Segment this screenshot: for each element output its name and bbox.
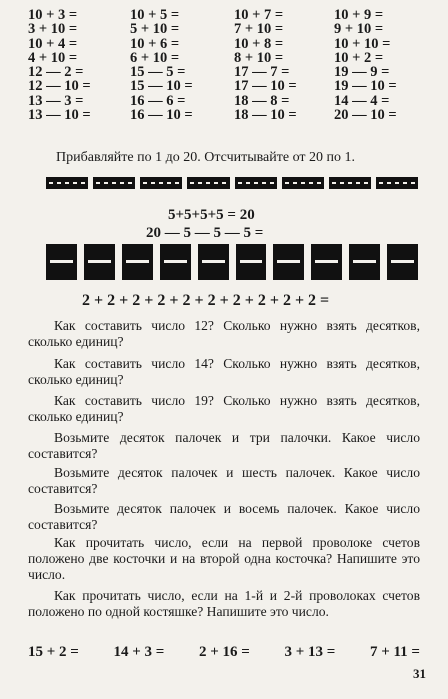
exercise-item: 10 + 2 = <box>334 49 384 66</box>
exercise-item: 3 + 13 = <box>284 644 336 660</box>
exercise-item: 14 — 4 = <box>334 92 390 109</box>
exercise-item: 18 — 10 = <box>234 107 297 124</box>
stick-bundle-strip <box>46 177 418 189</box>
exercise-item: 19 — 10 = <box>334 78 397 95</box>
exercise-item: 10 + 4 = <box>28 35 78 52</box>
domino-tile <box>46 244 77 280</box>
stick-bundle <box>46 177 88 189</box>
domino-tile <box>122 244 153 280</box>
question-8: Как прочитать число, если на 1-й и 2-й проволоках счетов положено по одной костяшке? Напишите это число. <box>28 588 420 620</box>
domino-tile <box>387 244 418 280</box>
exercise-column-1 <box>28 8 130 122</box>
exercise-item: 20 — 10 = <box>334 107 397 124</box>
question-2: Как составить число 14? Сколько нужно взять десятков, сколько единиц? <box>28 356 420 388</box>
subtraction-equation: 20 — 5 — 5 — 5 = <box>146 225 264 241</box>
exercise-item: 13 — 3 = <box>28 92 84 109</box>
exercise-item: 17 — 10 = <box>234 78 297 95</box>
exercise-item: 19 — 9 = <box>334 64 390 81</box>
domino-tile <box>160 244 191 280</box>
exercise-item: 4 + 10 = <box>28 49 78 66</box>
exercise-item: 16 — 10 = <box>130 107 193 124</box>
domino-tile <box>198 244 229 280</box>
bottom-exercises <box>28 644 420 661</box>
exercise-item: 18 — 8 = <box>234 92 290 109</box>
exercise-grid <box>28 8 420 122</box>
exercise-item: 8 + 10 = <box>234 49 284 66</box>
question-4: Возьмите десяток палочек и три палочки. Какое число составится? <box>28 430 420 462</box>
exercise-item: 10 + 8 = <box>234 35 284 52</box>
exercise-item: 15 + 2 = <box>28 644 79 660</box>
domino-tile <box>84 244 115 280</box>
exercise-item: 5 + 10 = <box>130 21 180 38</box>
exercise-item: 9 + 10 = <box>334 21 384 38</box>
addition-equation: 5+5+5+5 = 20 <box>168 207 255 223</box>
page-number: 31 <box>413 666 426 681</box>
exercise-item: 17 — 7 = <box>234 64 290 81</box>
stick-bundle <box>235 177 277 189</box>
exercise-item: 16 — 6 = <box>130 92 186 109</box>
question-6: Возьмите десяток палочек и восемь палочек. Какое число составится? <box>28 501 420 533</box>
exercise-item: 12 — 2 = <box>28 64 84 81</box>
question-7: Как прочитать число, если на первой проволоке счетов положено две косточки и на второй одна косточка? Напишите это число. <box>28 535 420 583</box>
exercise-item: 7 + 10 = <box>234 21 284 38</box>
exercise-item: 10 + 7 = <box>234 7 284 23</box>
exercise-column-4 <box>334 8 420 122</box>
stick-bundle <box>93 177 135 189</box>
question-5: Возьмите десяток палочек и шесть палочек. Какое число составится? <box>28 465 420 497</box>
domino-tile <box>236 244 267 280</box>
exercise-item: 10 + 10 = <box>334 35 391 52</box>
question-1: Как составить число 12? Сколько нужно взять десятков, сколько единиц? <box>28 318 420 350</box>
exercise-item: 15 — 10 = <box>130 78 193 95</box>
exercise-item: 10 + 3 = <box>28 7 78 23</box>
exercise-item: 15 — 5 = <box>130 64 186 81</box>
domino-strip <box>46 244 418 280</box>
stick-bundle <box>187 177 229 189</box>
exercise-column-2 <box>130 8 234 122</box>
domino-tile <box>311 244 342 280</box>
stick-bundle <box>376 177 418 189</box>
counting-instruction: Прибавляйте по 1 до 20. Отсчитывайте от 20 по 1. <box>56 150 356 165</box>
domino-tile <box>349 244 380 280</box>
exercise-item: 12 — 10 = <box>28 78 91 95</box>
domino-tile <box>273 244 304 280</box>
stick-bundle <box>140 177 182 189</box>
exercise-item: 7 + 11 = <box>369 644 420 660</box>
exercise-item: 6 + 10 = <box>130 49 180 66</box>
repeated-addition-equation: 2 + 2 + 2 + 2 + 2 + 2 + 2 + 2 + 2 + 2 = <box>82 292 330 309</box>
exercise-item: 3 + 10 = <box>28 21 78 38</box>
stick-bundle <box>282 177 324 189</box>
question-3: Как составить число 19? Сколько нужно взять десятков, сколько единиц? <box>28 393 420 425</box>
exercise-column-3 <box>234 8 334 122</box>
exercise-item: 10 + 5 = <box>130 7 180 23</box>
exercise-item: 10 + 6 = <box>130 35 180 52</box>
exercise-item: 13 — 10 = <box>28 107 91 124</box>
stick-bundle <box>329 177 371 189</box>
exercise-item: 2 + 16 = <box>198 644 250 660</box>
exercise-item: 10 + 9 = <box>334 7 384 23</box>
exercise-item: 14 + 3 = <box>113 644 165 660</box>
